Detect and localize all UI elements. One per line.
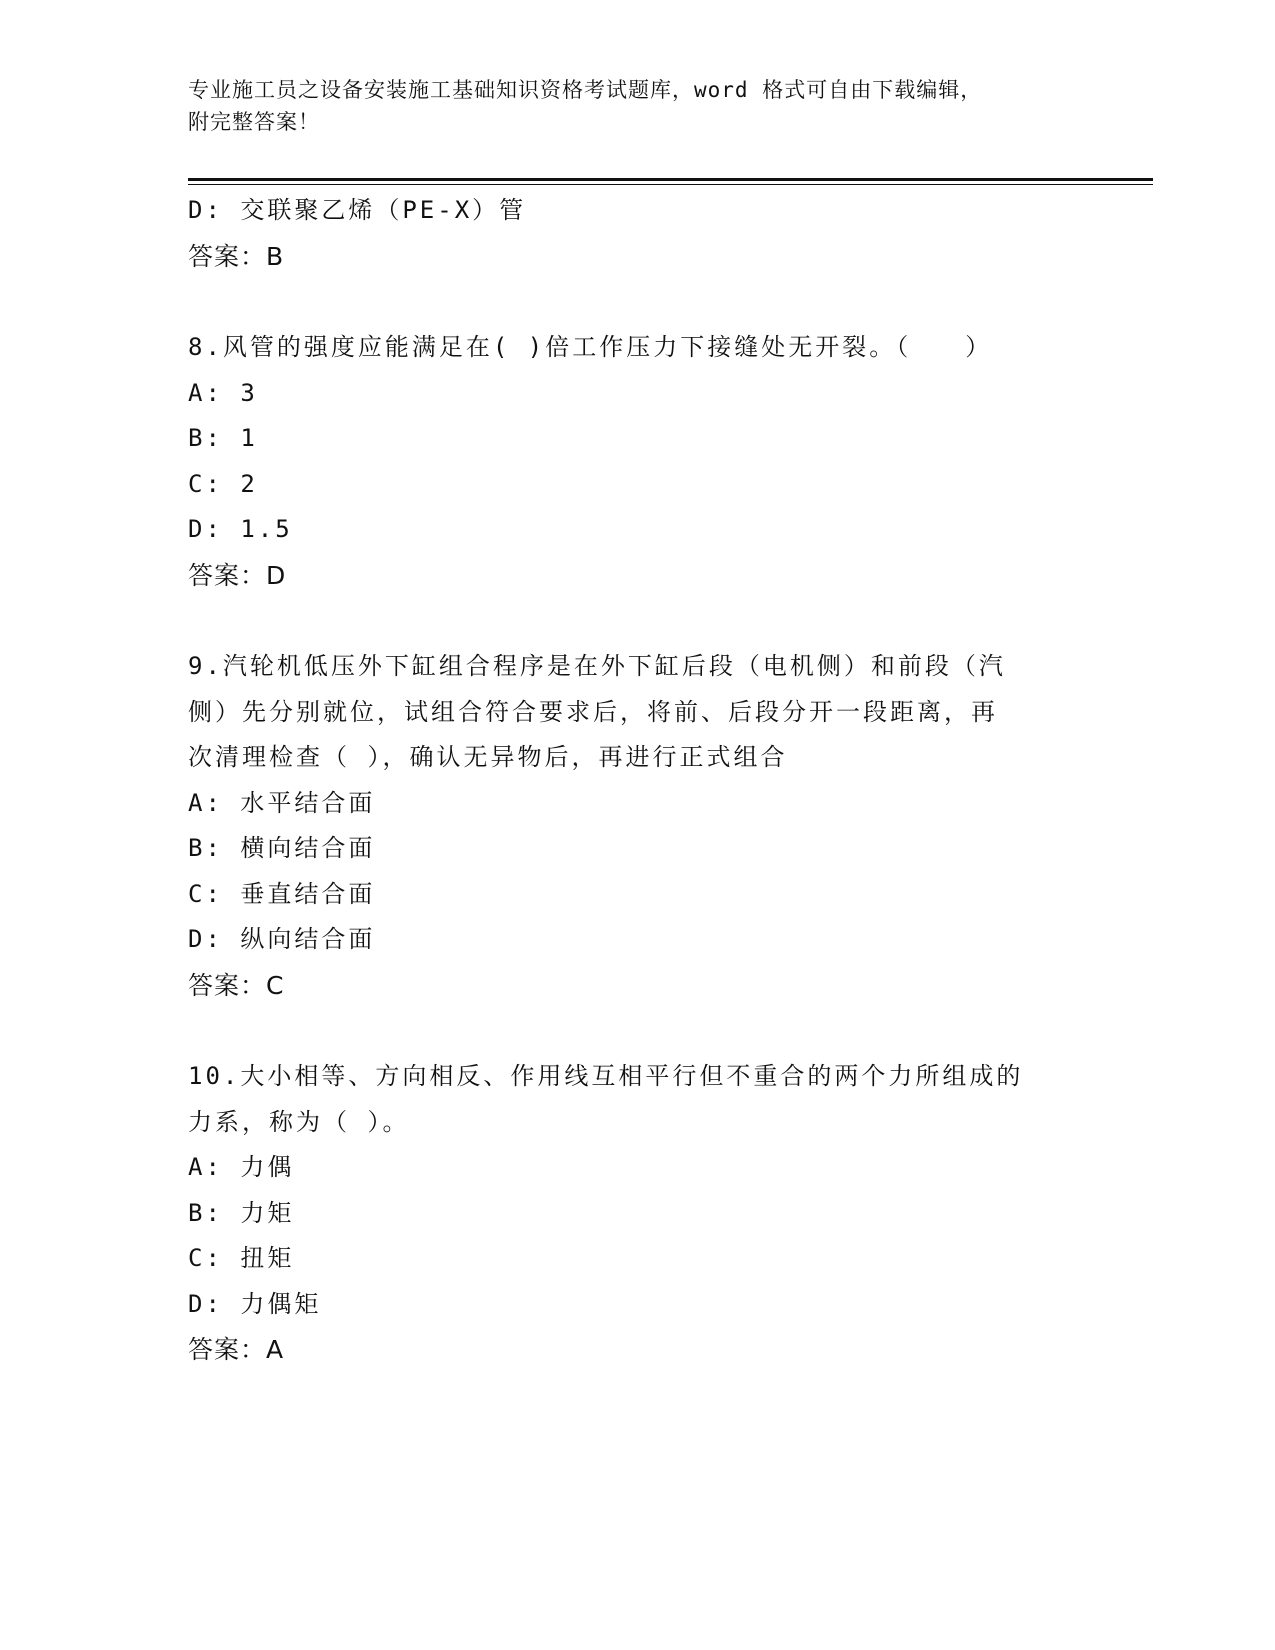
question-10-option-c: C: 扭矩: [188, 1244, 295, 1272]
question-8: [188, 325, 1153, 598]
spacer: [188, 1008, 1153, 1054]
question-8-text: 8.风管的强度应能满足在( )倍工作压力下接缝处无开裂。（ ）: [188, 333, 993, 361]
question-9-option-a: A: 水平结合面: [188, 788, 376, 817]
question-10-option-a: A: 力偶: [188, 1153, 295, 1181]
header-divider-thin: [188, 184, 1153, 185]
question-9-text-line-1: 9.汽轮机低压外下缸组合程序是在外下缸后段（电机侧）和前段（汽: [188, 652, 1006, 680]
document-header: [188, 74, 1088, 138]
spacer: [188, 279, 1153, 325]
question-9-option-b: B: 横向结合面: [188, 834, 376, 862]
question-10: [188, 1054, 1153, 1373]
question-9: [188, 644, 1153, 1008]
question-10-answer: 答案：A: [188, 1335, 285, 1364]
question-9-answer: 答案：C: [188, 970, 285, 1000]
question-9-text-line-2: 侧）先分别就位，试组合符合要求后，将前、后段分开一段距离，再: [188, 697, 998, 726]
question-9-option-c: C: 垂直结合面: [188, 879, 376, 908]
question-list: [188, 188, 1153, 1373]
question-10-text-line-2: 力系，称为（ ）。: [188, 1107, 410, 1136]
header-divider-thick: [188, 178, 1153, 181]
question-8-option-a: A: 3: [188, 378, 258, 407]
header-line-2: 附完整答案！: [188, 110, 320, 134]
question-10-text-line-1: 10.大小相等、方向相反、作用线互相平行但不重合的两个力所组成的: [188, 1062, 1024, 1090]
question-9-option-d: D: 纵向结合面: [188, 925, 376, 953]
question-10-option-b: B: 力矩: [188, 1198, 295, 1227]
question-9-text-line-3: 次清理检查（ ），确认无异物后，再进行正式组合: [188, 743, 788, 771]
question-8-option-d: D: 1.5: [188, 515, 293, 543]
q7-option-d: D: 交联聚乙烯（PE-X）管: [188, 196, 527, 224]
spacer: [188, 598, 1153, 644]
question-10-option-d: D: 力偶矩: [188, 1289, 322, 1318]
q7-answer: 答案：B: [188, 241, 285, 271]
question-8-option-c: C: 2: [188, 469, 258, 498]
question-8-option-b: B: 1: [188, 424, 258, 452]
header-line-1: 专业施工员之设备安装施工基础知识资格考试题库，word 格式可自由下载编辑，: [188, 78, 983, 102]
question-8-answer: 答案：D: [188, 560, 287, 590]
